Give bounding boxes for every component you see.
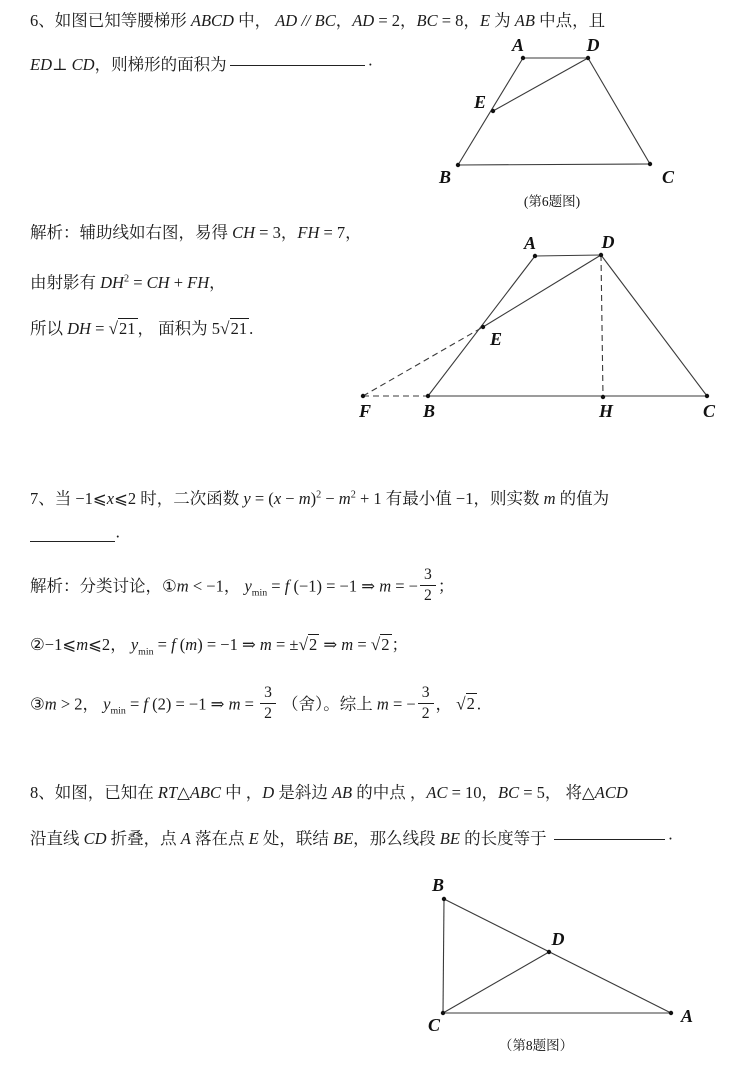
fig6b-point-dot-e	[481, 325, 485, 329]
figure-problem-6-analysis	[345, 235, 745, 430]
problem-7-statement: 7、当 −1⩽x⩽2 时，二次函数 $y = (x - m)^2 - m^2 + 1$ 有最小值 −1，则实数 m 的值为	[30, 489, 610, 508]
fig6-edge-bc	[458, 164, 650, 165]
fig6-point-label-e: E	[473, 92, 487, 112]
fig6b-vertex-label-a: A	[523, 235, 537, 253]
fig6b-point-label-f: F	[358, 401, 372, 421]
fig6-point-dot-e	[491, 109, 495, 113]
fig6b-vertex-dot-c	[705, 394, 709, 398]
fig6b-dashed-dh	[601, 255, 603, 397]
fig6b-vertex-dot-a	[533, 254, 537, 258]
fig8-vertex-dot-b	[442, 897, 446, 901]
problem-6-analysis-line-1: 解析：辅助线如右图，易得 CH = 3，FH = 7，	[30, 223, 362, 242]
problem-7-analysis-line-3: ③m > 2， $y_{min} = f$ (2) = −1 ⇒ m = $\frac{3}{2}$ （舍）。综上 m = − $\frac{3}{2}$ ， √2 .	[30, 684, 482, 723]
fig6b-vertex-dot-d	[599, 253, 603, 257]
fig8-segment-cd	[443, 952, 549, 1013]
fig6b-segment-ed	[483, 255, 601, 327]
problem-6-analysis-line-2: 由射影有 $DH^2$ = CH + FH，	[30, 273, 226, 292]
fig6b-point-dot-h	[601, 395, 605, 399]
fig8-point-dot-d	[547, 950, 551, 954]
fig6b-edge-ad	[535, 255, 601, 256]
fig6b-vertex-dot-b	[426, 394, 430, 398]
fig6-vertex-label-a: A	[511, 35, 525, 55]
problem-7-answer-blank: ·	[30, 526, 121, 547]
problem-6-analysis-line-3: 所以 DH = √21 ， 面积为 5√21 .	[30, 319, 254, 338]
fig8-vertex-label-c: C	[427, 1015, 441, 1035]
fig6-vertex-dot-a	[521, 56, 525, 60]
fig6-vertex-dot-c	[648, 162, 652, 166]
fig8-edge-bc	[443, 899, 444, 1013]
fig6-vertex-label-b: B	[438, 167, 452, 187]
fig6b-dashed-fe	[363, 327, 483, 396]
problem-7-analysis-line-2: ②−1⩽m⩽2， $y_{min} = f$ (m) = −1 ⇒ m = ±√2 ⇒ m = √2 ；	[30, 635, 409, 658]
problem-6-statement-line-1: 6、如图已知等腰梯形 ABCD 中， AD // BC，AD = 2，BC = 8，E 为 AB 中点，且	[30, 11, 606, 30]
fig8-vertex-label-b: B	[431, 875, 445, 895]
fig8-point-label-d: D	[551, 929, 565, 949]
fig8-vertex-label-a: A	[680, 1006, 694, 1026]
figure-problem-6-trapezoid	[428, 30, 730, 215]
fig8-vertex-dot-c	[441, 1011, 445, 1015]
fig8-edge-ba	[444, 899, 671, 1013]
fig6-vertex-dot-d	[586, 56, 590, 60]
fig6b-vertex-label-d: D	[601, 235, 615, 252]
fig6-edge-ab	[458, 58, 523, 165]
fig6-vertex-label-d: D	[586, 35, 600, 55]
fig6b-point-dot-f	[361, 394, 365, 398]
fig8-vertex-dot-a	[669, 1011, 673, 1015]
fig6-caption: (第6题图)	[523, 194, 581, 209]
fig6-edge-dc	[588, 58, 650, 164]
problem-8-statement-line-1: 8、如图，已知在 RT△ABC 中 ，D 是斜边 AB 的中点 ，AC = 10，BC = 5， 将△ACD	[30, 783, 628, 802]
fig6-vertex-dot-b	[456, 163, 460, 167]
fig6b-point-label-h: H	[598, 401, 614, 421]
fig6b-vertex-label-b: B	[422, 401, 436, 421]
problem-8-statement-line-2: 沿直线 CD 折叠，点 A 落在点 E 处，联结 BE，那么线段 BE 的长度等于 ·	[30, 829, 674, 848]
fig6b-point-label-e: E	[489, 329, 503, 349]
figure-problem-8-triangle	[415, 875, 715, 1075]
fig6b-vertex-label-c: C	[702, 401, 716, 421]
fig8-caption: （第8题图）	[498, 1038, 574, 1053]
fig6b-edge-dc	[601, 255, 707, 396]
problem-6-statement-line-2: ED⊥ CD，则梯形的面积为 ·	[30, 55, 374, 74]
problem-7-analysis-line-1: 解析：分类讨论，①m < −1， $y_{min} = f$ (−1) = −1 ⇒ m = − $\frac{3}{2}$ ；	[30, 566, 455, 605]
fig6-vertex-label-c: C	[661, 167, 675, 187]
